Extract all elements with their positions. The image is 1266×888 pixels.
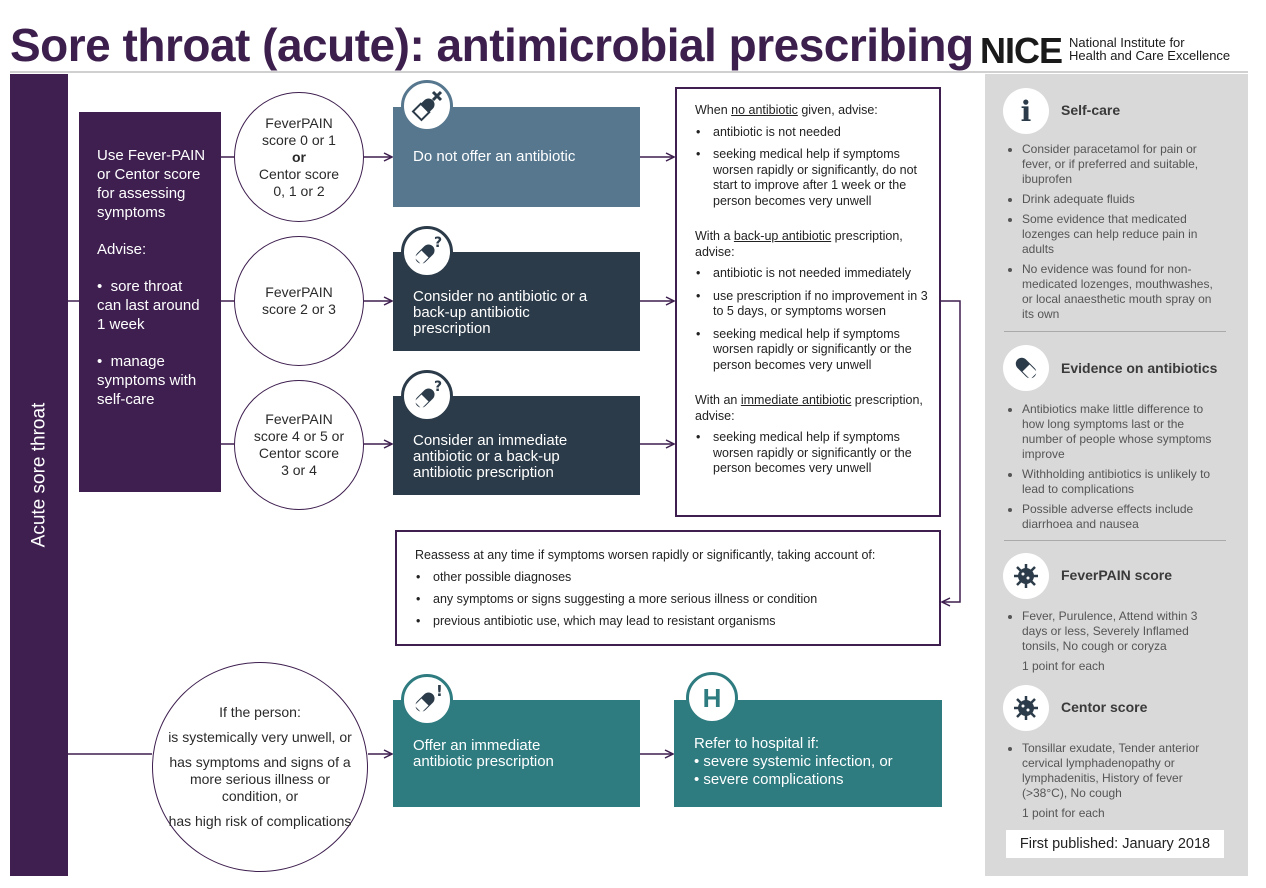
reassess-heading: Reassess at any time if symptoms worsen rapidly or significantly, taking account of: — [415, 548, 876, 562]
tile-text: Offer an immediate antibiotic prescription — [413, 737, 554, 770]
tile-text: Consider no antibiotic or a back-up antibiotic prescription — [413, 287, 588, 337]
score-circle-high — [234, 380, 364, 510]
advice-section-no-antibiotic — [695, 103, 929, 209]
advice-heading: With an immediate antibiotic prescription, advise: — [695, 393, 923, 423]
feverpain-points: 1 point for each — [1022, 659, 1105, 673]
circle-text: score 4 or 5 or — [253, 428, 345, 444]
side-label-text: Acute sore throat — [28, 402, 50, 548]
severe-criteria-item: has symptoms and signs of a more serious illness or condition, or — [169, 754, 351, 804]
reassess-item: • any symptoms or signs suggesting a more serious illness or condition — [415, 592, 929, 607]
assessment-item-text: manage symptoms with self-care — [97, 353, 197, 408]
circle-text: FeverPAIN — [265, 284, 333, 300]
page-title: Sore throat (acute): antimicrobial prescribing — [10, 19, 974, 71]
score-circle-low — [234, 92, 364, 222]
circle-text: score 0 or 1 — [262, 131, 336, 148]
svg-text:?: ? — [434, 235, 443, 251]
circle-text: 3 or 4 — [281, 462, 317, 478]
reassess-item: • previous antibiotic use, which may lead to resistant organisms — [415, 614, 929, 629]
svg-text:?: ? — [434, 379, 443, 395]
centor-list — [1006, 741, 1216, 806]
advice-item: • use prescription if no improvement in 3 to 5 days, or symptoms worsen — [695, 289, 929, 320]
circle-text: FeverPAIN — [265, 411, 333, 427]
feverpain-heading: FeverPAIN score — [1061, 567, 1173, 583]
nice-sub-line-2: Health and Care Excellence — [1069, 48, 1231, 63]
evidence-heading: Evidence on antibiotics — [1061, 360, 1218, 376]
assessment-item: • manage symptoms with self-care — [97, 353, 197, 408]
assessment-item-text: sore throat can last around 1 week — [97, 278, 200, 333]
refer-hospital-item: • severe systemic infection, or — [694, 753, 893, 770]
advice-heading: When no antibiotic given, advise: — [695, 103, 878, 117]
circle-text: Centor score — [258, 165, 340, 182]
advice-item: • seeking medical help if symptoms worsen rapidly or significantly or the person becomes very unwell — [695, 430, 929, 477]
self-care-item: • No evidence was found for non-medicated lozenges, mouthwashes, or local anaesthetic mouth spray on its own — [1022, 262, 1216, 322]
hospital-icon-letter: H — [702, 682, 722, 713]
tile-text: Consider an immediate antibiotic or a back-up antibiotic prescription — [413, 431, 568, 481]
advice-heading: With a back-up antibiotic prescription, advise: — [695, 229, 903, 259]
advice-section-backup — [695, 229, 929, 373]
advice-item: • antibiotic is not needed — [695, 125, 929, 141]
circle-text: or — [292, 148, 306, 165]
self-care-item: • Drink adequate fluids — [1022, 192, 1216, 207]
circle-text: Centor score — [258, 445, 340, 461]
advice-item: • seeking medical help if symptoms worsen rapidly or significantly, do not start to improve after 1 week or the person becomes very unwell — [695, 147, 929, 209]
side-label — [10, 74, 68, 876]
centor-points: 1 point for each — [1022, 806, 1105, 820]
reassess-item: • other possible diagnoses — [415, 570, 929, 585]
centor-heading: Centor score — [1061, 699, 1148, 715]
refer-hospital-item: • severe complications — [694, 771, 844, 788]
advice-box — [675, 87, 941, 517]
severe-criteria-circle — [152, 662, 368, 872]
nice-sub-line-1: National Institute for — [1069, 35, 1185, 50]
virus-icon — [1003, 553, 1049, 599]
centor-item: • Tonsillar exudate, Tender anterior cervical lymphadenopathy or lymphadenitis, History of fever (>38°C), No cough — [1022, 741, 1216, 801]
circle-text: 0, 1 or 2 — [273, 182, 325, 199]
virus-icon — [1003, 685, 1049, 731]
severe-criteria-head: If the person: — [219, 704, 301, 720]
panel-divider — [1004, 331, 1226, 332]
severe-criteria-item: is systemically very unwell, or — [168, 729, 352, 745]
severe-criteria-item: has high risk of complications — [168, 813, 352, 829]
capsule-question-icon — [401, 370, 453, 422]
assessment-box — [79, 112, 221, 492]
assessment-advise-label: Advise: — [97, 241, 147, 258]
self-care-item: • Some evidence that medicated lozenges can help reduce pain in adults — [1022, 212, 1216, 257]
evidence-item: • Withholding antibiotics is unlikely to lead to complications — [1022, 467, 1216, 497]
assessment-item: • sore throat can last around 1 week — [97, 278, 200, 333]
capsule-question-icon — [401, 226, 453, 278]
info-icon-glyph: i — [1020, 94, 1032, 128]
self-care-item: • Consider paracetamol for pain or fever, or if preferred and suitable, ibuprofen — [1022, 142, 1216, 187]
evidence-item: • Possible adverse effects include diarrhoea and nausea — [1022, 502, 1216, 532]
feverpain-item: • Fever, Purulence, Attend within 3 days or less, Severely Inflamed tonsils, No cough or coryza — [1022, 609, 1216, 654]
capsule-cross-icon — [401, 80, 453, 132]
feverpain-list — [1006, 609, 1216, 659]
reassess-box — [395, 530, 941, 646]
circle-text: score 2 or 3 — [262, 301, 336, 317]
capsule-icon — [1003, 345, 1049, 391]
evidence-item: • Antibiotics make little difference to how long symptoms last or the number of people whose symptoms improve — [1022, 402, 1216, 462]
info-icon — [1003, 88, 1049, 134]
evidence-list — [1006, 402, 1216, 537]
assessment-intro: Use Fever-PAIN or Centor score for assessing symptoms — [97, 147, 206, 221]
svg-text:!: ! — [436, 682, 443, 700]
tile-text: Do not offer an antibiotic — [413, 148, 576, 165]
capsule-exclamation-icon — [401, 674, 453, 726]
advice-section-immediate — [695, 393, 929, 477]
score-circle-mid — [234, 236, 364, 366]
nice-logo: NICE — [980, 30, 1063, 71]
arrow-advice-to-reassess — [941, 301, 960, 602]
first-published: First published: January 2018 — [1006, 830, 1224, 858]
refer-hospital-head: Refer to hospital if: — [694, 735, 820, 752]
advice-item: • seeking medical help if symptoms worsen rapidly or significantly or the person becomes very unwell — [695, 327, 929, 374]
hospital-icon — [686, 672, 738, 724]
advice-item: • antibiotic is not needed immediately — [695, 266, 929, 282]
self-care-heading: Self-care — [1061, 102, 1121, 118]
self-care-list — [1006, 142, 1216, 327]
panel-divider — [1004, 540, 1226, 541]
circle-text: FeverPAIN — [265, 114, 333, 131]
